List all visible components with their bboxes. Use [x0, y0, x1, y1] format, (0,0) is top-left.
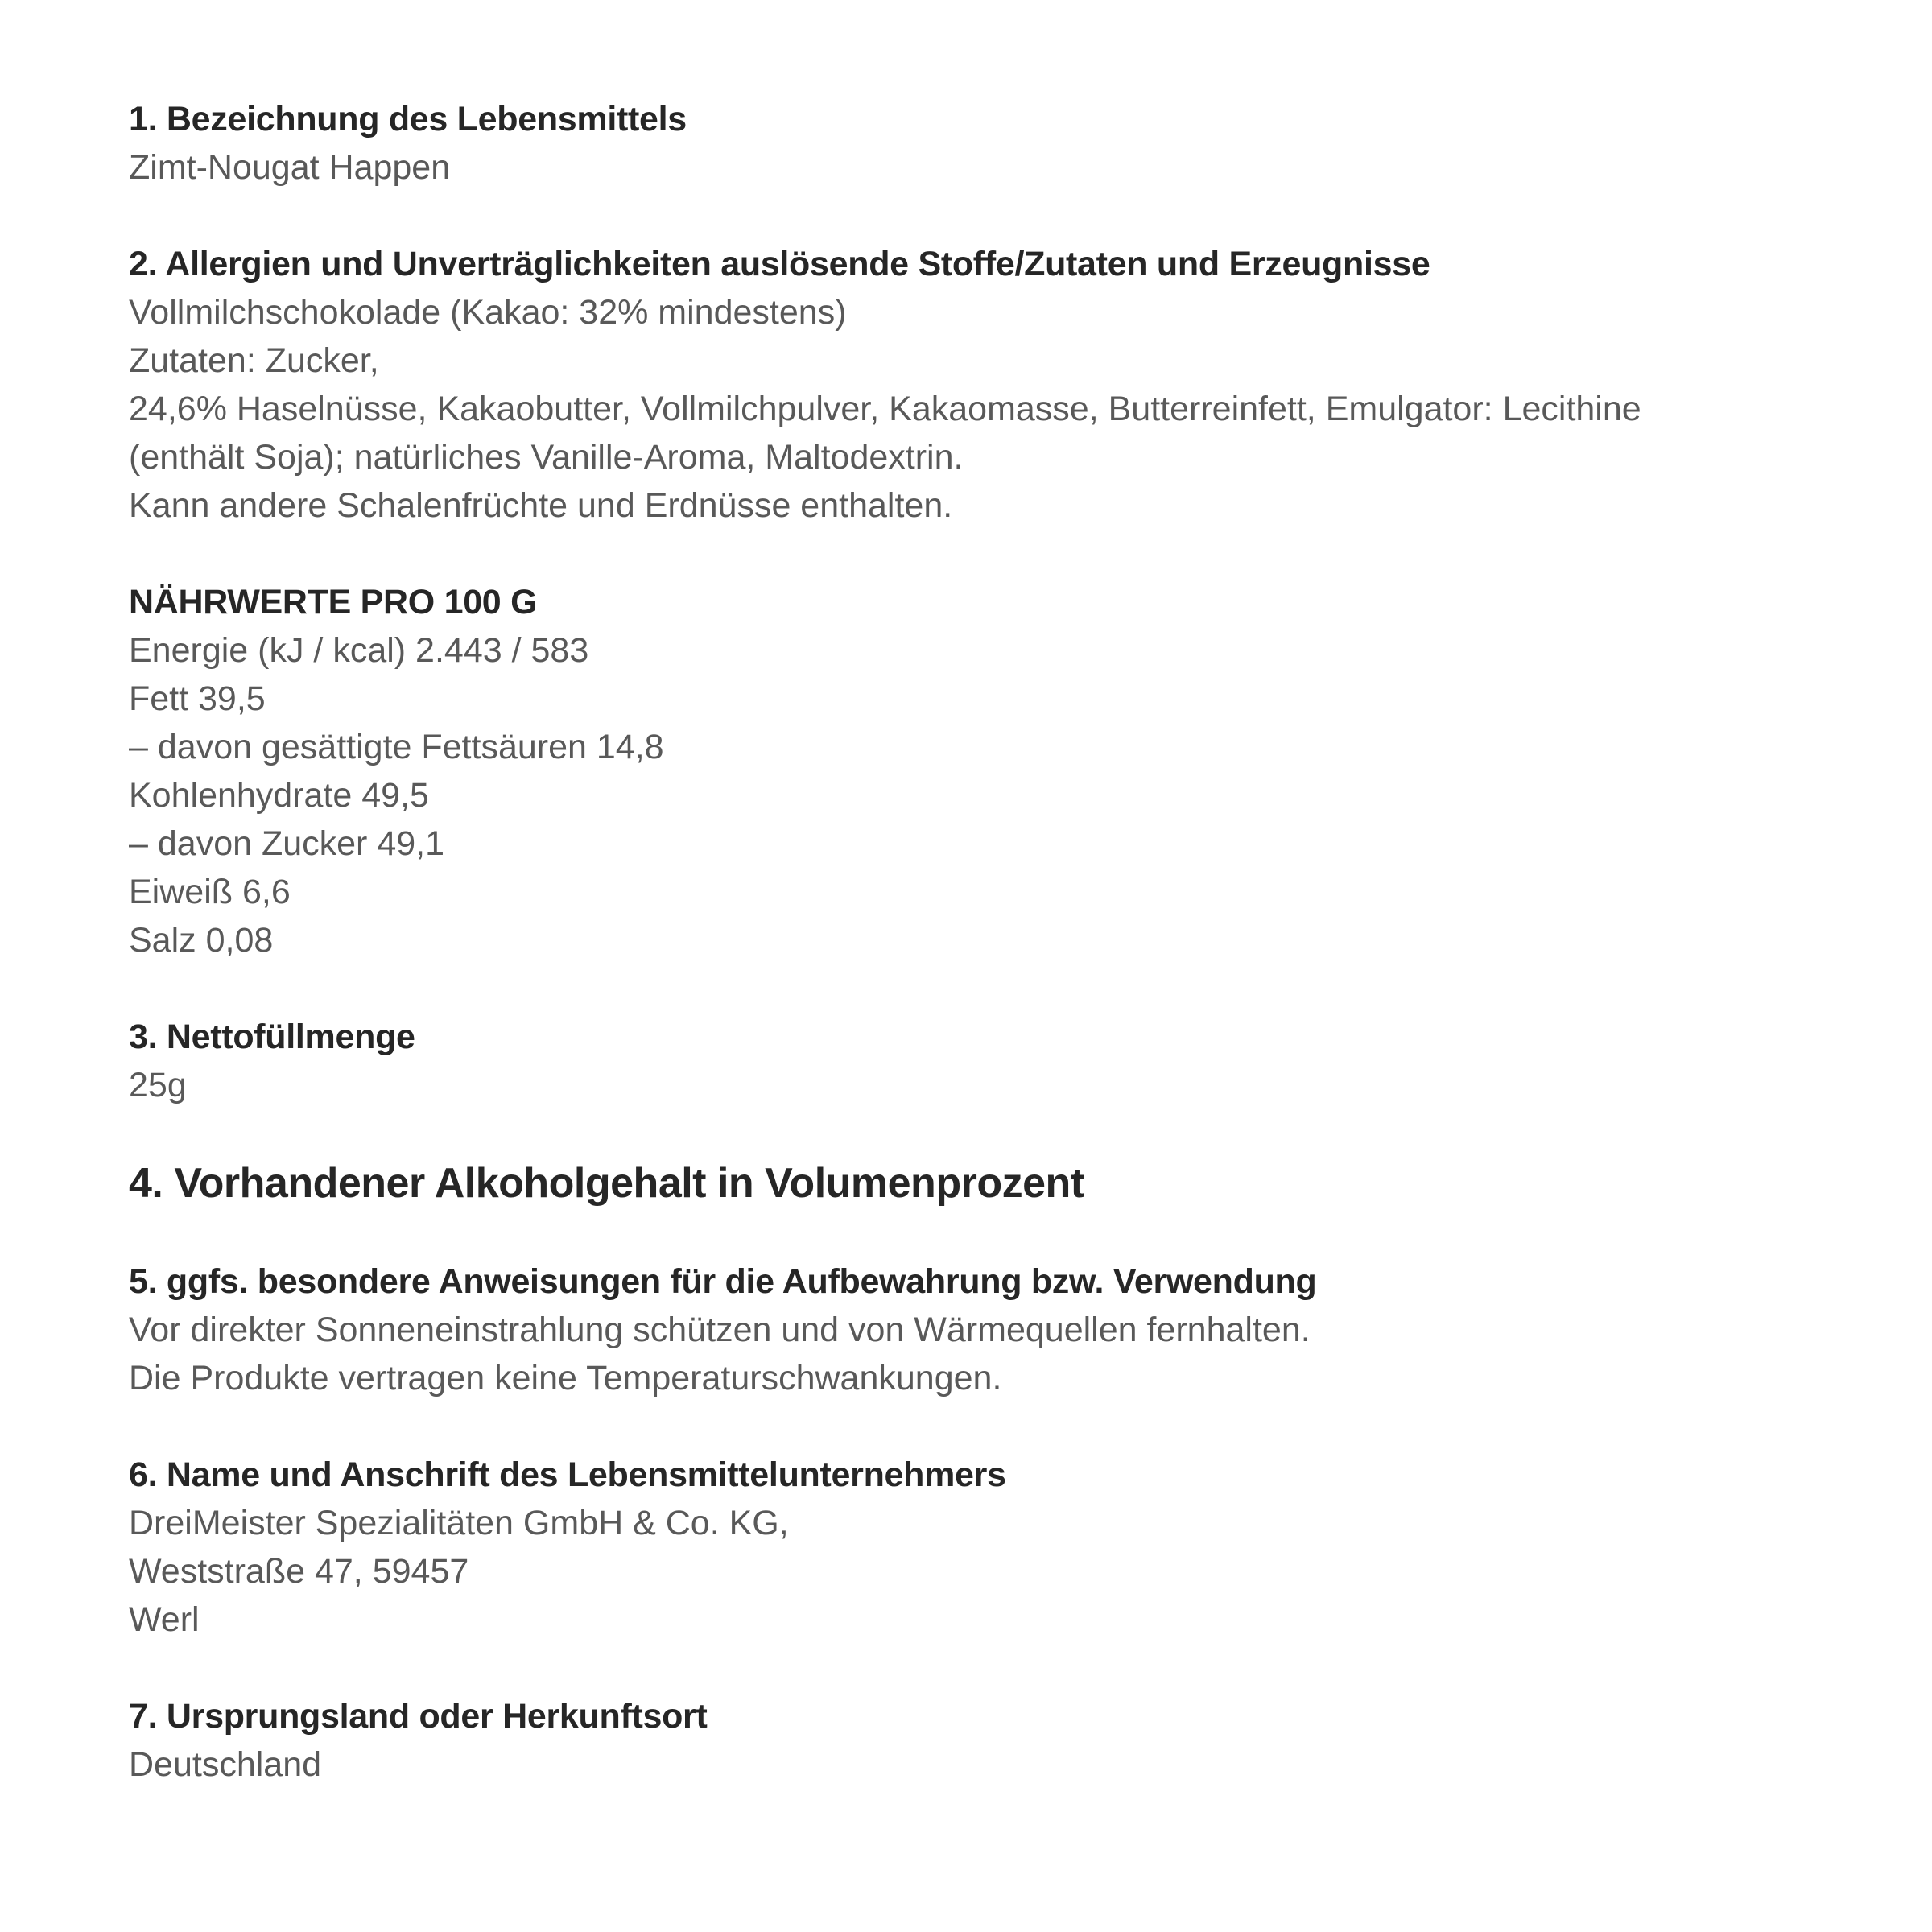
section-body — [129, 626, 1835, 964]
text-line: Energie (kJ / kcal) 2.443 / 583 — [129, 631, 589, 670]
text-line: (enthält Soja); natürliches Vanille-Aroma, Maltodextrin. — [129, 438, 964, 477]
text-line: Vor direkter Sonneneinstrahlung schützen und von Wärmequellen fernhalten. — [129, 1311, 1311, 1349]
section-body — [129, 1061, 1835, 1109]
label-section — [129, 578, 1835, 964]
text-line: Vollmilchschokolade (Kakao: 32% mindestens) — [129, 293, 847, 332]
text-line: Die Produkte vertragen keine Temperaturschwankungen. — [129, 1359, 1002, 1397]
text-line: – davon Zucker 49,1 — [129, 824, 445, 863]
section-heading: 1. Bezeichnung des Lebensmittels — [129, 100, 687, 138]
text-line: Werl — [129, 1600, 200, 1639]
label-section — [129, 1451, 1835, 1644]
section-body — [129, 143, 1835, 192]
text-line: Eiweiß 6,6 — [129, 873, 291, 911]
section-heading: 5. ggfs. besondere Anweisungen für die Aufbewahrung bzw. Verwendung — [129, 1262, 1317, 1301]
text-line: DreiMeister Spezialitäten GmbH & Co. KG, — [129, 1504, 789, 1542]
text-line: Kohlenhydrate 49,5 — [129, 776, 429, 815]
label-section — [129, 240, 1835, 530]
text-line: Deutschland — [129, 1745, 322, 1784]
text-line: Weststraße 47, 59457 — [129, 1552, 469, 1591]
section-heading: 2. Allergien und Unverträglichkeiten auslösende Stoffe/Zutaten und Erzeugnisse — [129, 245, 1430, 283]
text-line: Zutaten: Zucker, — [129, 341, 379, 380]
section-heading: 7. Ursprungsland oder Herkunftsort — [129, 1697, 708, 1736]
section-heading: 4. Vorhandener Alkoholgehalt in Volumenprozent — [129, 1160, 1084, 1207]
text-line: 24,6% Haselnüsse, Kakaobutter, Vollmilchpulver, Kakaomasse, Butterreinfett, Emulgator: Lecithine — [129, 390, 1641, 428]
section-body — [129, 1499, 1835, 1644]
label-section — [129, 1257, 1835, 1402]
section-heading: 3. Nettofüllmenge — [129, 1018, 415, 1056]
text-line: 25g — [129, 1066, 187, 1104]
text-line: Salz 0,08 — [129, 921, 274, 960]
text-line: Kann andere Schalenfrüchte und Erdnüsse enthalten. — [129, 486, 953, 525]
label-section — [129, 95, 1835, 192]
section-body — [129, 1306, 1835, 1402]
label-section — [129, 1158, 1835, 1209]
text-line: Zimt-Nougat Happen — [129, 148, 451, 187]
text-line: – davon gesättigte Fettsäuren 14,8 — [129, 728, 664, 766]
section-body — [129, 288, 1835, 530]
section-heading: NÄHRWERTE PRO 100 G — [129, 583, 538, 621]
section-heading: 6. Name und Anschrift des Lebensmittelunternehmers — [129, 1455, 1006, 1494]
label-section — [129, 1692, 1835, 1789]
text-line: Fett 39,5 — [129, 679, 266, 718]
section-body — [129, 1740, 1835, 1789]
label-section — [129, 1013, 1835, 1109]
